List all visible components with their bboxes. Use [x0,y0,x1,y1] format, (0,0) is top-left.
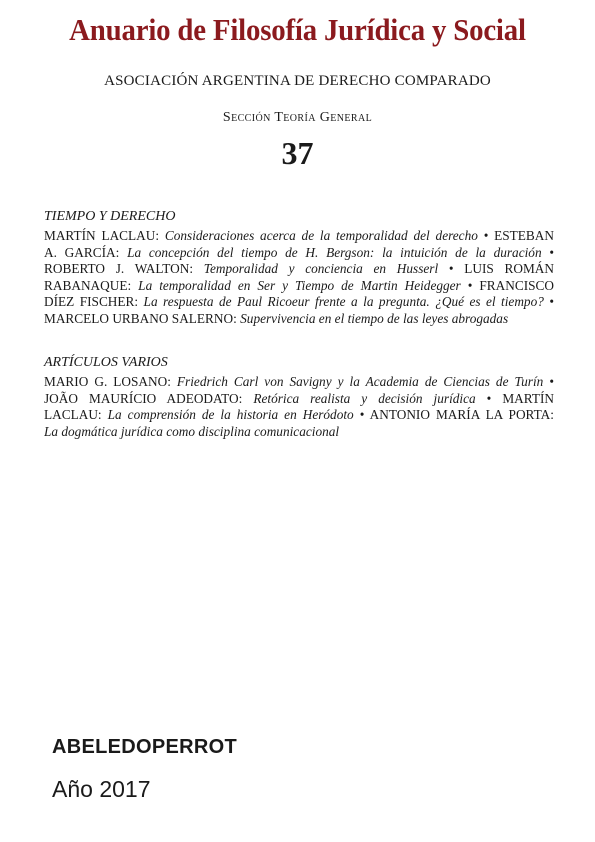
tiempo-y-derecho-block [44,208,554,328]
author-name: LACLAU: [44,407,108,423]
article-title: La concepción del tiempo de H. Bergson: la intuición de la duración [127,244,542,260]
author-name: • ESTEBAN [477,228,554,243]
author-name: MARTÍN LACLAU: [44,228,165,243]
contents-line [44,424,554,441]
author-name: MARCELO URBANO SALERNO: [44,310,241,326]
article-title: Retórica realista y decisión jurídica [253,390,476,406]
articulos-varios-block [44,354,554,440]
contents-line [44,261,554,278]
association-name: ASOCIACIÓN ARGENTINA DE DERECHO COMPARADO [104,73,491,89]
article-title: Supervivencia en el tiempo de las leyes abrogadas [240,310,509,326]
journal-title: Anuario de Filosofía Jurídica y Social [69,12,526,47]
article-title: Consideraciones acerca de la temporalidad del derecho [164,228,478,243]
author-name: RABANAQUE: [44,277,139,293]
article-title: La respuesta de Paul Ricoeur frente a la pregunta. ¿Qué es el tiempo? [143,294,544,310]
contents-line [44,407,554,424]
contents-line [44,294,554,311]
article-title: Temporalidad y conciencia en Husserl [203,261,439,277]
section-name: Sección Teoría General [222,110,373,125]
author-name: • [541,244,554,260]
author-name: JOÃO MAURÍCIO ADEODATO: [44,390,254,406]
contents-line [44,374,554,391]
article-title: La comprensión de la historia en Heródoto [107,407,354,423]
author-name: MARIO G. LOSANO: [44,374,177,389]
author-name: DÍEZ FISCHER: [44,294,144,310]
author-name: • ANTONIO MARÍA LA PORTA: [353,407,554,423]
issue-number: 37 [281,135,314,171]
author-name: • [543,374,554,389]
varios-heading: ARTÍCULOS VARIOS [44,355,168,370]
article-title: La dogmática jurídica como disciplina comunicacional [44,423,340,439]
tiempo-heading: TIEMPO Y DERECHO [44,209,176,224]
contents-line [44,278,554,295]
contents-line [44,311,554,328]
article-title: La temporalidad en Ser y Tiempo de Martin Heidegger [138,277,461,293]
contents-line [44,245,554,262]
contents-line [44,228,554,245]
author-name: A. GARCÍA: [44,244,128,260]
varios-contents [44,374,554,440]
publication-year: Año 2017 [52,776,151,802]
publisher-name: ABELEDOPERROT [52,736,238,758]
article-title: Friedrich Carl von Savigny y la Academia de Ciencias de Turín [176,374,544,389]
author-name: • [543,294,554,310]
contents-line [44,391,554,408]
author-name: • FRANCISCO [460,277,554,293]
author-name: • LUIS ROMÁN [438,261,554,277]
author-name: ROBERTO J. WALTON: [44,261,204,277]
tiempo-contents [44,228,554,328]
author-name: • MARTÍN [475,390,554,406]
